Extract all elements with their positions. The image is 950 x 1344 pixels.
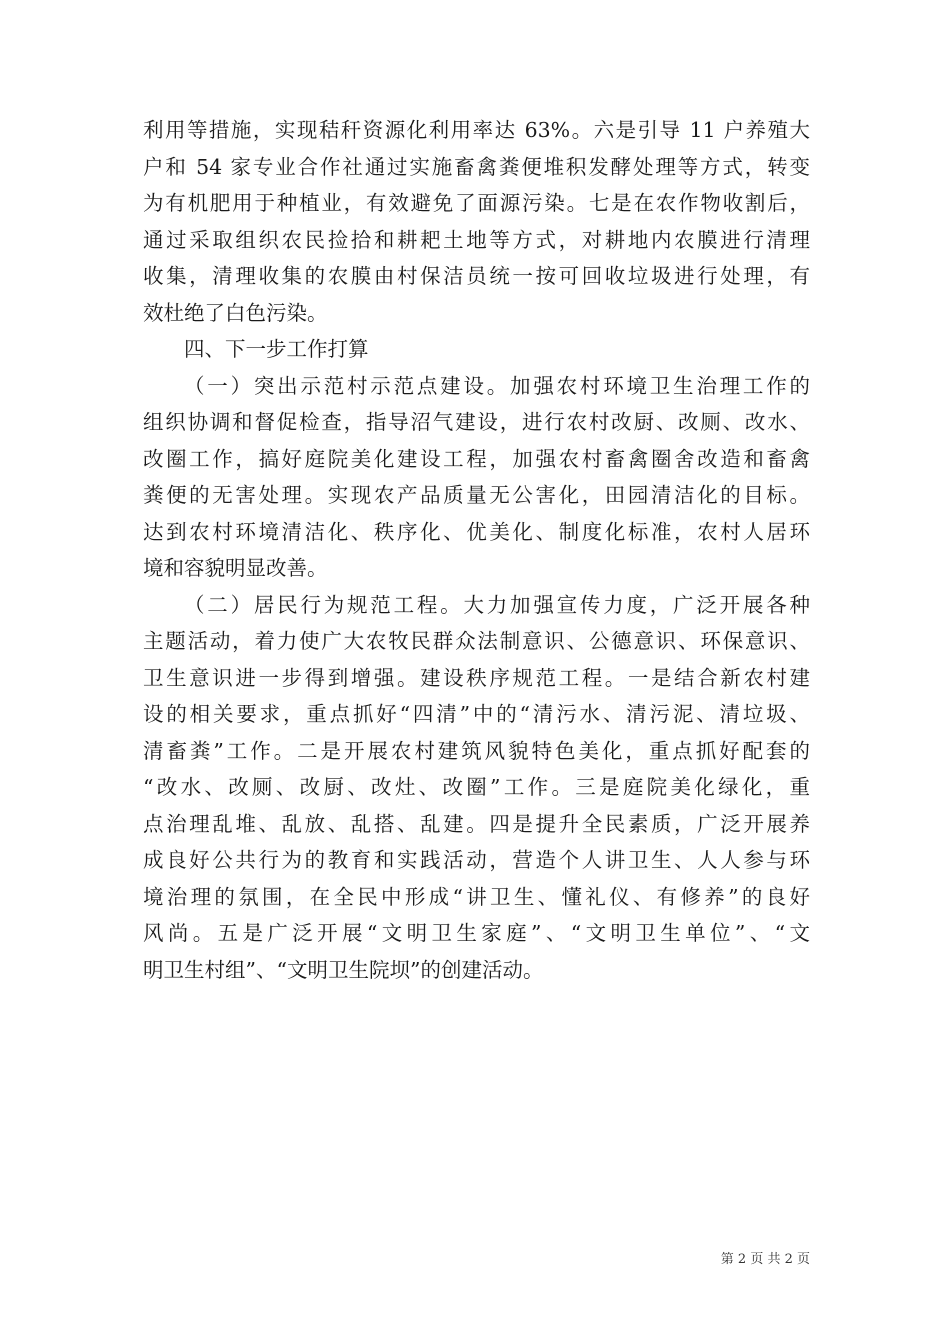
document-body bbox=[143, 112, 810, 988]
paragraph-line: 境治理的氛围，在全民中形成“讲卫生、懂礼仪、有修养”的良好 bbox=[143, 884, 810, 909]
section-heading: 四、下一步工作打算 bbox=[184, 337, 369, 361]
paragraph-line: 利用等措施，实现秸秆资源化利用率达 63%。六是引导 11 户养殖大 bbox=[143, 118, 810, 142]
paragraph-line: 达到农村环境清洁化、秩序化、优美化、制度化标准，农村人居环 bbox=[143, 519, 810, 544]
paragraph-line: 改圈工作，搞好庭院美化建设工程，加强农村畜禽圈舍改造和畜禽 bbox=[143, 446, 810, 471]
paragraph-line: 点治理乱堆、乱放、乱搭、乱建。四是提升全民素质，广泛开展养 bbox=[143, 811, 810, 836]
paragraph-line: 主题活动，着力使广大农牧民群众法制意识、公德意识、环保意识、 bbox=[143, 629, 810, 653]
paragraph-line: 明卫生村组”、“文明卫生院坝”的创建活动。 bbox=[143, 957, 544, 982]
paragraph-line: “改水、改厕、改厨、改灶、改圈”工作。三是庭院美化绿化，重 bbox=[143, 775, 810, 799]
paragraph-line: 为有机肥用于种植业，有效避免了面源污染。七是在农作物收割后， bbox=[143, 191, 810, 215]
paragraph-line: 组织协调和督促检查，指导沼气建设，进行农村改厨、改厕、改水、 bbox=[143, 410, 810, 434]
paragraph-line: 风尚。五是广泛开展“文明卫生家庭”、“文明卫生单位”、“文 bbox=[143, 921, 810, 945]
paragraph-line: 效杜绝了白色污染。 bbox=[143, 300, 328, 325]
paragraph-line: 通过采取组织农民捡拾和耕耙土地等方式，对耕地内农膜进行清理 bbox=[143, 227, 810, 252]
paragraph-line: 卫生意识进一步得到增强。建设秩序规范工程。一是结合新农村建 bbox=[143, 665, 810, 690]
paragraph-line: 成良好公共行为的教育和实践活动，营造个人讲卫生、人人参与环 bbox=[143, 848, 810, 872]
paragraph-line: （一）突出示范村示范点建设。加强农村环境卫生治理工作的 bbox=[184, 373, 810, 398]
paragraph-line: 清畜粪”工作。二是开展农村建筑风貌特色美化，重点抓好配套的 bbox=[143, 738, 810, 763]
page-number-footer: 第 2 页 共 2 页 bbox=[720, 1252, 810, 1267]
paragraph-line: （二）居民行为规范工程。大力加强宣传力度，广泛开展各种 bbox=[184, 592, 810, 617]
paragraph-line: 户和 54 家专业合作社通过实施畜禽粪便堆积发酵处理等方式，转变 bbox=[143, 154, 810, 179]
paragraph-line: 收集，清理收集的农膜由村保洁员统一按可回收垃圾进行处理，有 bbox=[143, 264, 810, 288]
paragraph-line: 境和容貌明显改善。 bbox=[143, 556, 328, 580]
paragraph-line: 设的相关要求，重点抓好“四清”中的“清污水、清污泥、清垃圾、 bbox=[143, 702, 810, 726]
paragraph-line: 粪便的无害处理。实现农产品质量无公害化，田园清洁化的目标。 bbox=[143, 483, 810, 507]
